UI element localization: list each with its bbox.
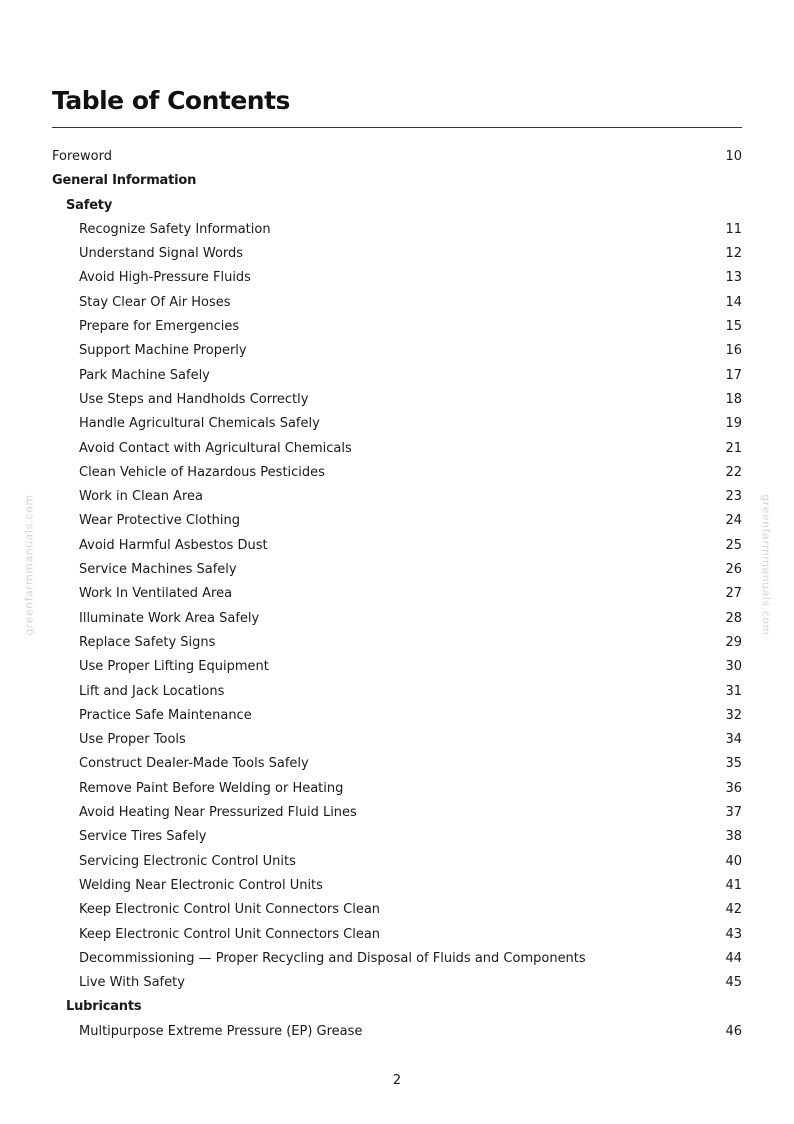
toc-entry-label: Understand Signal Words [79,246,244,262]
toc-page-number: 10 [725,149,742,164]
toc-entry[interactable] [52,315,742,339]
toc-page-number: 24 [725,513,742,529]
toc-page-number: 19 [725,416,742,432]
toc-entry[interactable] [52,631,742,655]
toc-entry-label: Foreword [52,149,112,164]
toc-entry-label: Use Proper Lifting Equipment [79,659,269,675]
toc-entry[interactable] [52,364,742,388]
toc-entry-label: Practice Safe Maintenance [79,707,252,723]
toc-entry[interactable] [52,947,742,971]
toc-page-number: 13 [725,270,742,286]
toc-entry-label: Work In Ventilated Area [79,586,233,602]
toc-entry[interactable] [52,850,742,874]
toc-entry[interactable] [52,728,742,752]
toc-entry[interactable] [52,898,742,922]
toc-entry[interactable] [52,412,742,436]
toc-entry-label: Prepare for Emergencies [79,319,240,335]
toc-entry[interactable] [52,704,742,728]
toc-entry-label: Clean Vehicle of Hazardous Pesticides [79,464,325,480]
toc-entry[interactable] [52,874,742,898]
toc-entry-label: Stay Clear Of Air Hoses [79,294,231,310]
toc-page-number: 26 [725,562,742,578]
toc-entry[interactable] [52,607,742,631]
toc-entry-label: Avoid Contact with Agricultural Chemicals [79,440,352,456]
toc-page-number: 28 [725,610,742,626]
toc-page-number: 38 [725,829,742,845]
toc-entry[interactable] [52,923,742,947]
toc-entry[interactable] [52,485,742,509]
toc-entry[interactable] [52,388,742,412]
toc-entry-label: Service Machines Safely [79,562,237,578]
toc-page-number: 45 [725,975,742,991]
toc-entry[interactable] [52,218,742,242]
toc-entry[interactable] [52,971,742,995]
toc-page-number: 25 [725,537,742,553]
toc-page-number: 32 [725,707,742,723]
toc-entry-label: Servicing Electronic Control Units [79,853,296,869]
toc-entry-label: Replace Safety Signs [79,634,216,650]
toc-entry[interactable] [52,509,742,533]
toc-page-number: 17 [725,367,742,383]
toc-heading-label: Safety [66,197,113,213]
toc-entry-label: Handle Agricultural Chemicals Safely [79,416,320,432]
toc-entry-label: Construct Dealer-Made Tools Safely [79,756,309,772]
toc-entry-label: Multipurpose Extreme Pressure (EP) Grease [79,1023,363,1039]
toc-section-heading [52,995,742,1019]
toc-page-number: 46 [725,1023,742,1039]
watermark-right: greenfarmmanuals.com [759,494,773,636]
watermark-left: greenfarmmanuals.com [22,494,36,636]
toc-page-number: 37 [725,805,742,821]
toc-page-number: 16 [725,343,742,359]
toc-page-number: 11 [725,221,742,237]
toc-entry[interactable] [52,461,742,485]
title-divider [52,127,742,128]
toc-entry[interactable] [52,558,742,582]
table-of-contents [52,145,742,1044]
toc-entry[interactable] [52,680,742,704]
toc-entry[interactable] [52,339,742,363]
toc-page-number: 41 [725,877,742,893]
toc-page-number: 18 [725,391,742,407]
toc-entry-label: Avoid Harmful Asbestos Dust [79,537,268,553]
toc-page-number: 12 [725,246,742,262]
toc-entry[interactable] [52,752,742,776]
toc-entry-label: Decommissioning — Proper Recycling and Disposal of Fluids and Components [79,950,586,966]
toc-entry[interactable] [52,655,742,679]
toc-page-number: 40 [725,853,742,869]
toc-entry-label: Remove Paint Before Welding or Heating [79,780,344,796]
toc-page-number: 15 [725,319,742,335]
toc-heading-label: General Information [52,173,197,189]
toc-entry[interactable] [52,145,742,169]
toc-page-number: 30 [725,659,742,675]
toc-entry-label: Use Proper Tools [79,732,186,748]
toc-entry-label: Support Machine Properly [79,343,247,359]
toc-entry-label: Wear Protective Clothing [79,513,241,529]
toc-page-number: 21 [725,440,742,456]
toc-entry-label: Live With Safety [79,975,185,991]
toc-entry-label: Service Tires Safely [79,829,207,845]
toc-entry[interactable] [52,825,742,849]
toc-entry[interactable] [52,777,742,801]
toc-entry[interactable] [52,801,742,825]
toc-page-number: 36 [725,780,742,796]
toc-page-number: 43 [725,926,742,942]
toc-entry-label: Keep Electronic Control Unit Connectors Clean [79,926,381,942]
toc-page-number: 35 [725,756,742,772]
toc-section-heading [52,194,742,218]
toc-entry[interactable] [52,534,742,558]
toc-entry[interactable] [52,266,742,290]
toc-page-number: 31 [725,683,742,699]
toc-page-number: 34 [725,732,742,748]
toc-entry[interactable] [52,1020,742,1044]
toc-page-number: 22 [725,464,742,480]
toc-entry-label: Avoid Heating Near Pressurized Fluid Lines [79,805,357,821]
page-title: Table of Contents [52,86,290,115]
toc-page-number: 44 [725,950,742,966]
toc-entry-label: Avoid High-Pressure Fluids [79,270,251,286]
toc-entry-label: Use Steps and Handholds Correctly [79,391,309,407]
toc-entry-label: Recognize Safety Information [79,221,271,237]
toc-entry-label: Welding Near Electronic Control Units [79,877,323,893]
toc-entry-label: Lift and Jack Locations [79,683,225,699]
toc-page-number: 23 [725,489,742,505]
toc-page-number: 42 [725,902,742,918]
toc-entry[interactable] [52,582,742,606]
toc-entry-label: Keep Electronic Control Unit Connectors Clean [79,902,381,918]
toc-entry[interactable] [52,437,742,461]
toc-entry[interactable] [52,242,742,266]
page-number: 2 [392,1073,402,1088]
toc-page-number: 14 [725,294,742,310]
toc-page-number: 29 [725,634,742,650]
toc-section-heading [52,169,742,193]
toc-entry[interactable] [52,291,742,315]
toc-heading-label: Lubricants [66,999,142,1015]
toc-page-number: 27 [725,586,742,602]
toc-entry-label: Illuminate Work Area Safely [79,610,260,626]
toc-entry-label: Park Machine Safely [79,367,210,383]
toc-entry-label: Work in Clean Area [79,489,203,505]
